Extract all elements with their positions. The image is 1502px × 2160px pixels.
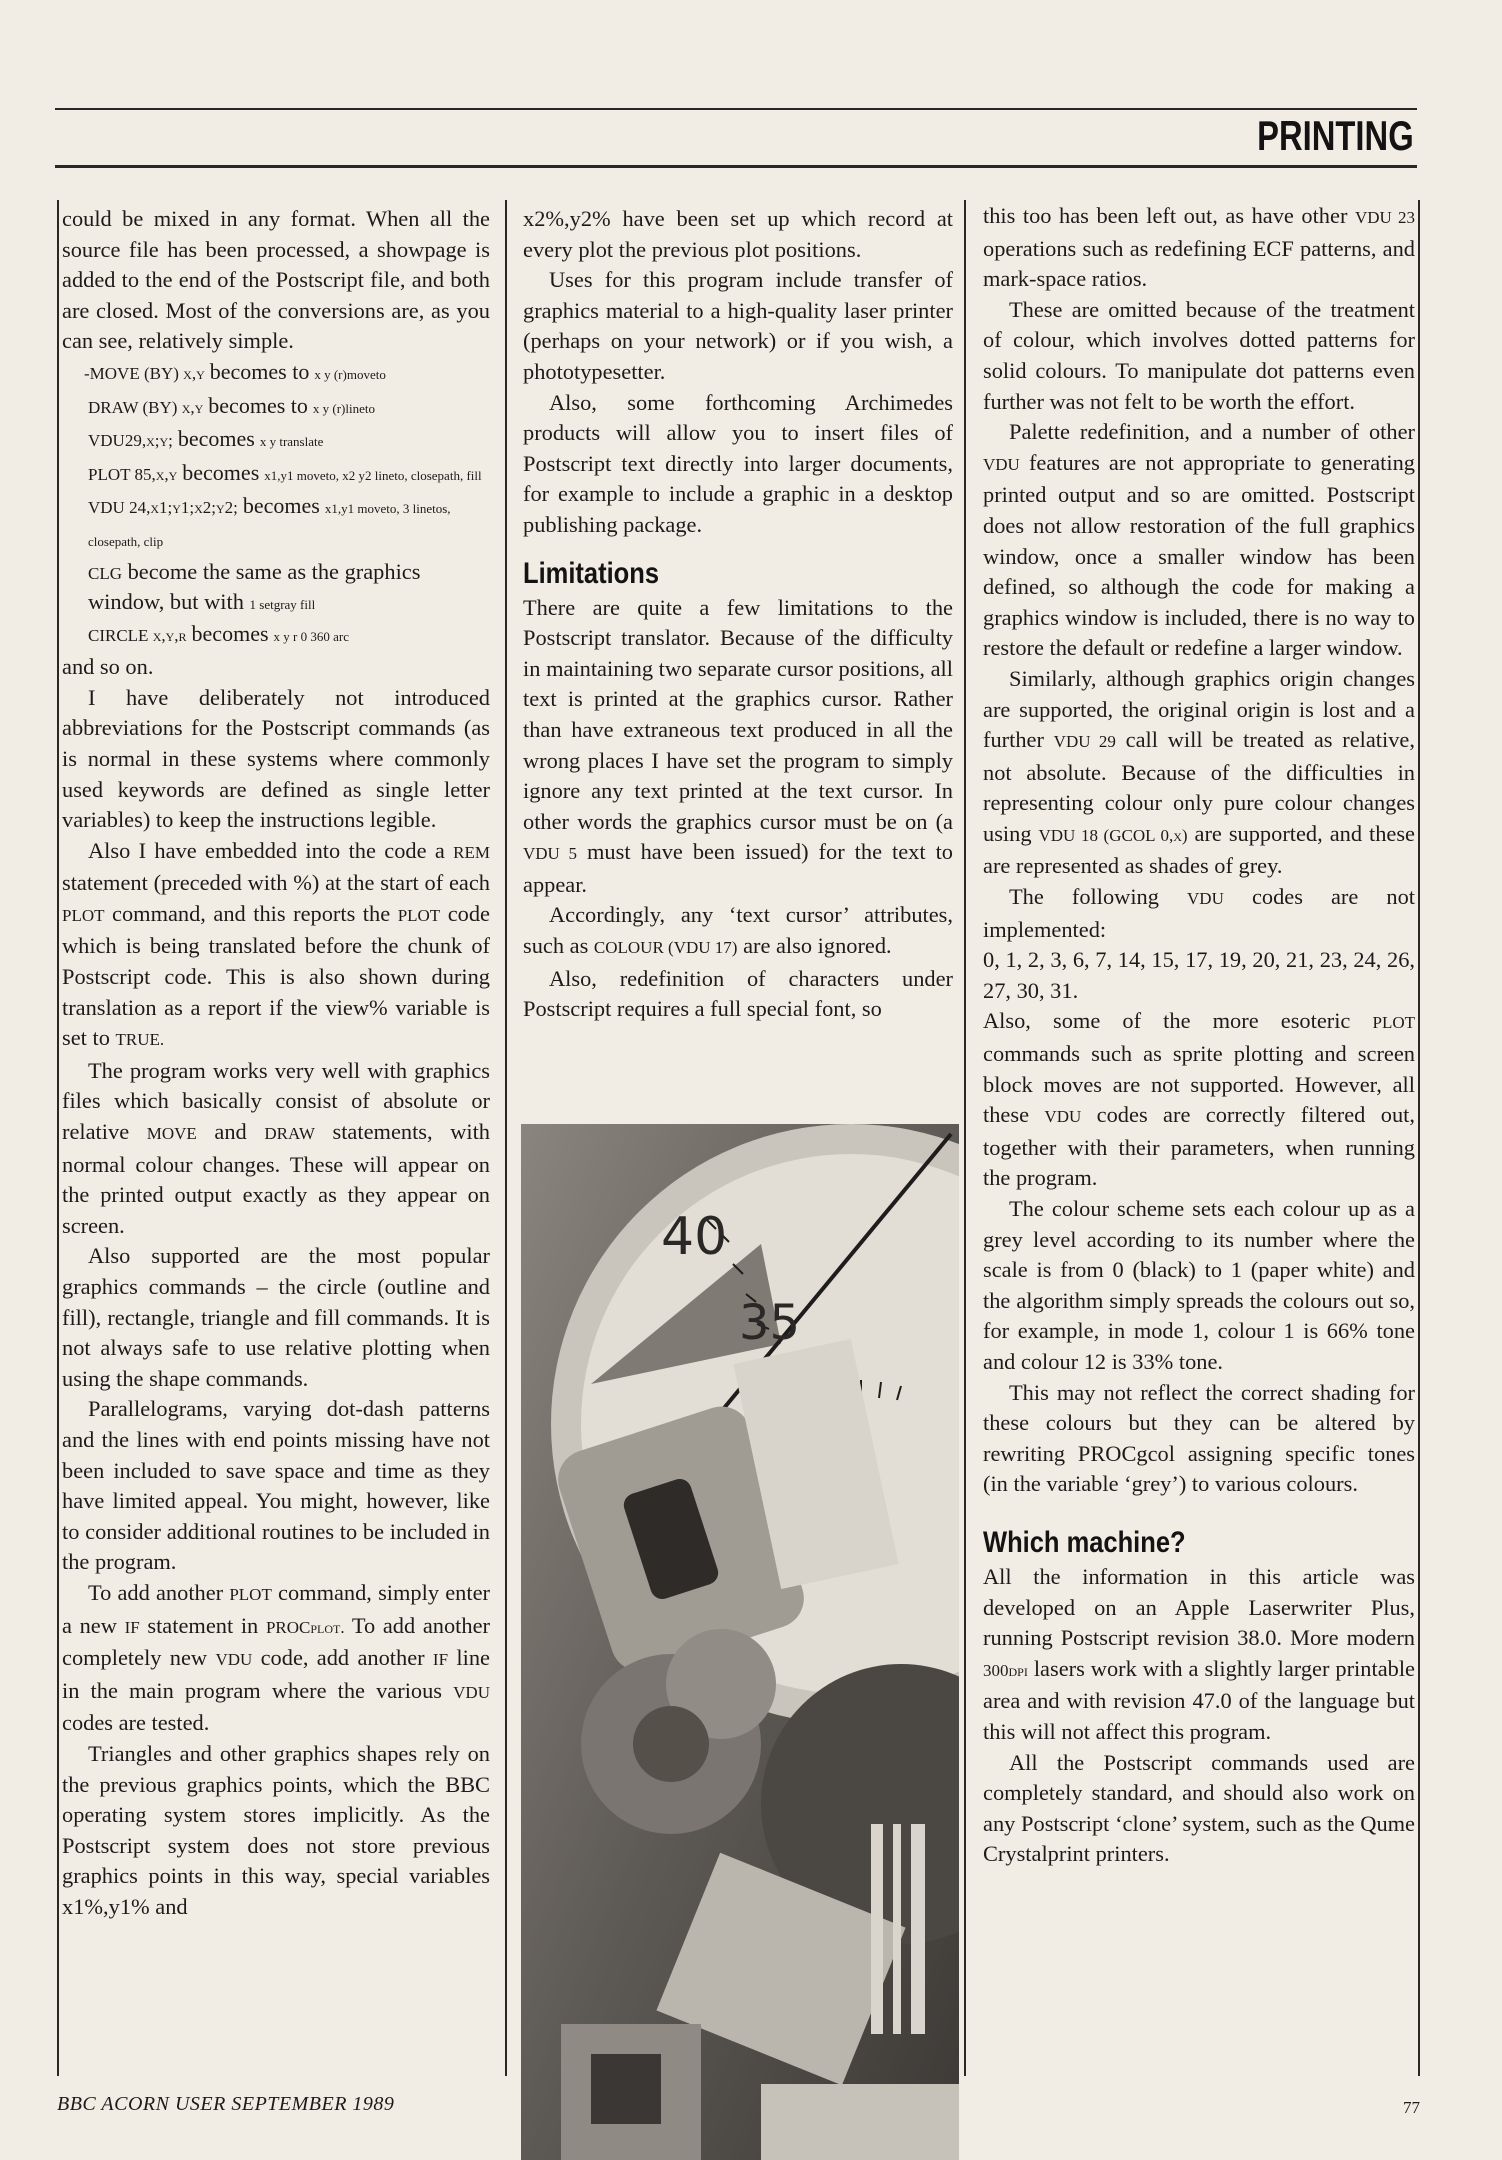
column-rule-right: [1418, 200, 1420, 2076]
barcode-stripes: [871, 1824, 883, 2034]
paragraph: All the information in this article was developed on an Apple Laserwriter Plus, running Postscript revision 38.0. More modern 300dpi lasers work with a slightly larger printable area and with revision 47.0 of the language but this will not affect this program.: [983, 1563, 1415, 1744]
conversion-row: CLG become the same as the graphics window, but with 1 setgray fill: [88, 558, 421, 614]
subheading-which-machine: Which machine?: [983, 1525, 1186, 1559]
column-1: [62, 204, 490, 1922]
conversion-row: VDU 24,x1;y1;x2;y2; becomes x1,y1 moveto, 3 linetos, closepath, clip: [88, 493, 451, 549]
paragraph: The following VDU codes are not implemented:: [983, 884, 1416, 942]
paragraph: Also supported are the most popular graphics commands – the circle (outline and fill), rectangle, triangle and fill commands. It is not always safe to use relative plotting when using the shape commands.: [62, 1243, 490, 1391]
conversion-row: DRAW (BY) x,y becomes to x y (r)lineto: [88, 392, 375, 418]
paragraph: Also, some of the more esoteric PLOT commands such as sprite plotting and screen block moves are not supported. However, all these VDU codes are correctly filtered out, together with their parameters, when running the program.: [983, 1008, 1415, 1191]
paragraph: This may not reflect the correct shading for these colours but they can be altered by rewriting PROCgcol assigning specific tones (in the variable ‘grey’) to various colours.: [983, 1379, 1415, 1497]
dial-number-40: 40: [661, 1207, 728, 1267]
column-rule-1: [505, 200, 507, 2076]
ruler-scale: [761, 2084, 959, 2160]
footer-publication: BBC ACORN USER SEPTEMBER 1989: [57, 2093, 395, 2115]
header-rule: [55, 165, 1417, 168]
paragraph: To add another PLOT command, simply enter a new IF statement in PROCplot. To add another completely new VDU code, add another IF line in the main program where the various VDU codes are tested.: [62, 1579, 490, 1736]
paragraph: Parallelograms, varying dot-dash patterns and the lines with end points missing have not been included to save space and time as they have limited appeal. You might, however, like to consider additional routines to be included in the program.: [62, 1396, 490, 1575]
dial-number-35: 35: [739, 1295, 801, 1351]
paragraph: All the Postscript commands used are completely standard, and should also work on any Postscript ‘clone’ system, such as the Qume Crystalprint printers.: [983, 1749, 1415, 1867]
paragraph: and so on.: [62, 654, 154, 680]
stopwatch-photo: [521, 1124, 959, 2160]
section-heading: PRINTING: [1257, 112, 1414, 159]
paragraph: I have deliberately not introduced abbreviations for the Postscript commands (as is normal in these systems where commonly used keywords are defined as single letter variables) to keep the instructions legible.: [62, 684, 490, 833]
paragraph: The program works very well with graphics files which basically consist of absolute or relative MOVE and DRAW statements, with normal colour changes. These will appear on the printed output exactly as they appear on screen.: [62, 1057, 490, 1238]
paragraph: Accordingly, any ‘text cursor’ attributes, such as COLOUR (VDU 17) are also ignored.: [523, 902, 953, 959]
paragraph: There are quite a few limitations to the Postscript translator. Because of the difficulty in maintaining two separate cursor positions, all text is printed at the graphics cursor. Rather than have extraneous text produced in all the wrong places I have set the program to simply ignore any text printed at the text cursor. In other words the graphics cursor must be on (a VDU 5 must have been issued) for the text to appear.: [523, 594, 953, 897]
conversion-row: -MOVE (BY) x,y becomes to x y (r)moveto: [84, 358, 386, 384]
column-2: [523, 204, 953, 1025]
paragraph: Uses for this program include transfer of graphics material to a high-quality laser printer (perhaps on your network) or if you wish, a phototypesetter.: [523, 267, 953, 384]
photo-illustration: [521, 1124, 959, 2160]
paragraph: Palette redefinition, and a number of other VDU features are not appropriate to generating printed output and so are omitted. Postscript does not allow restoration of the full graphics window, once a smaller window has been defined, so although the code for making a graphics window is included, there is no way to restore the default or redefine a larger window.: [983, 419, 1415, 661]
paragraph: Also, some forthcoming Archimedes products will allow you to insert files of Postscript text directly into larger documents, for example to include a graphic in a desktop publishing package.: [523, 389, 953, 537]
page-number: 77: [1403, 2098, 1420, 2117]
paragraph: this too has been left out, as have other VDU 23 operations such as redefining ECF patterns, and mark-space ratios.: [983, 203, 1415, 292]
paragraph: Similarly, although graphics origin changes are supported, the original origin is lost and a further VDU 29 call will be treated as relative, not absolute. Because of the difficulties in representing colour only pure colour changes using VDU 18 (GCOL 0,x) are supported, and these are represented as shades of grey.: [983, 665, 1415, 879]
column-rule-2: [964, 200, 966, 2076]
column-3: [983, 201, 1415, 1870]
paragraph: could be mixed in any format. When all the source file has been processed, a showpage is added to the end of the Postscript file, and both are closed. Most of the conversions are, as you can see, relatively simple.: [62, 206, 490, 354]
paragraph: Also, redefinition of characters under Postscript requires a full special font, so: [523, 965, 953, 1022]
column-rule-left: [57, 200, 59, 2076]
conversion-row: PLOT 85,x,y becomes x1,y1 moveto, x2 y2 lineto, closepath, fill: [88, 459, 482, 485]
paragraph: x2%,y2% have been set up which record at every plot the previous plot positions.: [523, 206, 953, 262]
conversion-row: VDU29,x;y; becomes x y translate: [88, 426, 324, 452]
conversion-row: CIRCLE x,y,r becomes x y r 0 360 arc: [88, 620, 349, 646]
paragraph: Also I have embedded into the code a REM statement (preceded with %) at the start of each PLOT command, and this reports the PLOT code which is being translated before the chunk of Postscript code. This is also shown during translation as a report if the view% variable is set to TRUE.: [62, 837, 490, 1051]
paragraph: The colour scheme sets each colour up as a grey level according to its number where the scale is from 0 (black) to 1 (paper white) and the algorithm simply spreads the colours out so, for example, in mode 1, colour 1 is 66% tone and colour 12 is 33% tone.: [983, 1196, 1415, 1374]
paragraph: These are omitted because of the treatment of colour, which involves dotted patterns for solid colours. To manipulate dot patterns even further was not felt to be worth the effort.: [983, 296, 1415, 414]
vdu-code-list: 0, 1, 2, 3, 6, 7, 14, 15, 17, 19, 20, 21, 23, 24, 26, 27, 30, 31.: [983, 947, 1415, 1003]
paragraph: Triangles and other graphics shapes rely on the previous graphics points, which the BBC operating system stores implicitly. As the Postscript system does not store previous graphics points in this way, special variables x1%,y1% and: [62, 1740, 490, 1919]
subheading-limitations: Limitations: [523, 556, 660, 590]
top-rule: [55, 108, 1417, 110]
conversion-list: [62, 357, 490, 652]
